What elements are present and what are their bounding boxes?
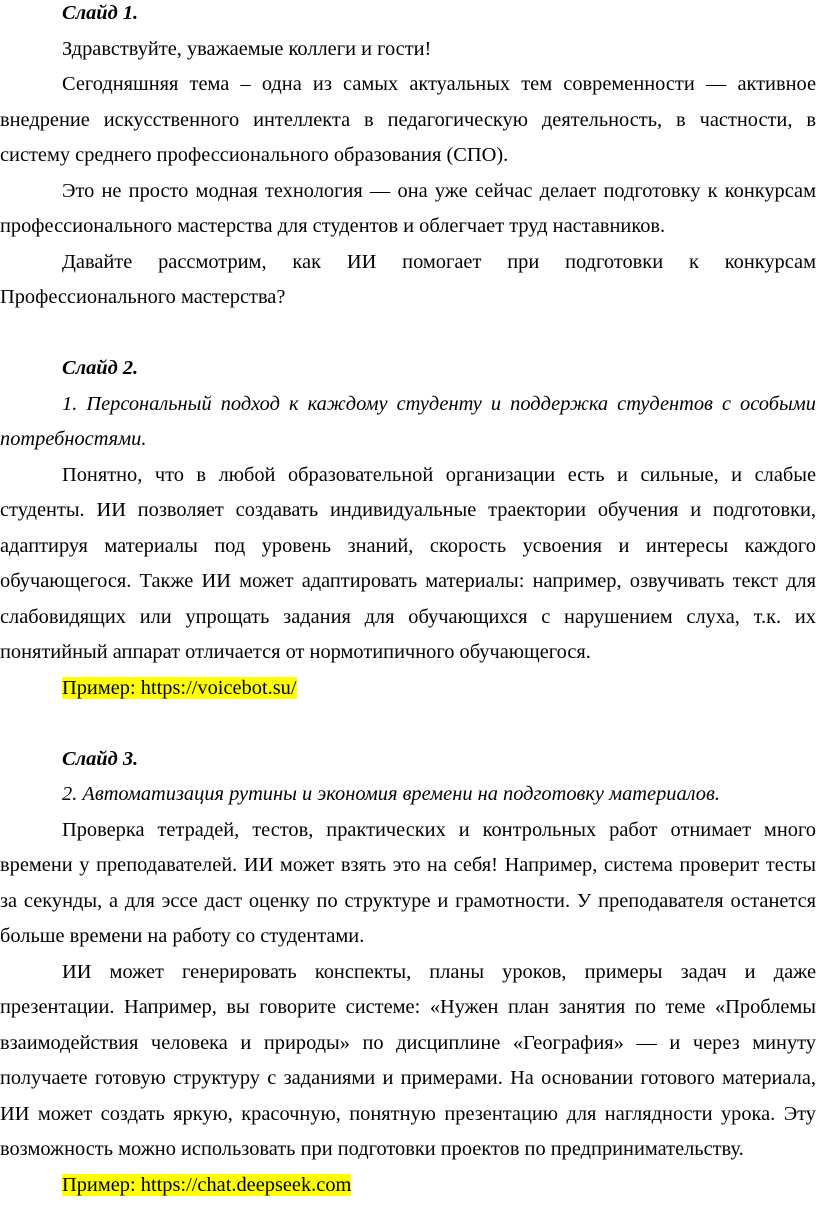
slide2-paragraph-1: Понятно, что в любой образовательной организации есть и сильные, и слабые студенты. ИИ позволяет создавать индивидуальные траектории обучения и подготовки, адаптируя материалы под уровень знаний, скорость усвоения и интересы каждого обучающегося. Также ИИ может адаптировать материалы: например, озвучивать текст для слабовидящих или упрощать задания для обучающихся с нарушением слуха, т.к. их понятийный аппарат отличается от нормотипичного обучающегося. [0, 463, 816, 663]
slide2-example [0, 671, 816, 707]
spacer [0, 316, 816, 352]
slide1-paragraph-2: Это не просто модная технология — она уже сейчас делает подготовку к конкурсам профессионального мастерства для студентов и облегчает труд наставников. [0, 179, 816, 237]
slide1-paragraph-1: Сегодняшняя тема – одна из самых актуальных тем современности — активное внедрение искусственного интеллекта в педагогическую деятельность, в частности, в систему среднего профессионального образования (СПО). [0, 73, 816, 166]
slide3-title: Слайд 3. [62, 747, 139, 770]
slide3-subtitle: 2. Автоматизация рутины и экономия времени на подготовку материалов. [62, 783, 720, 805]
slide3-paragraph-2: ИИ может генерировать конспекты, планы уроков, примеры задач и даже презентации. Например, вы говорите системе: «Нужен план занятия по теме «Проблемы взаимодействия человека и природы» по дисциплине «География» — и через минуту получаете готовую структуру с заданиями и примерами. На основании готового материала, ИИ может создать яркую, красочную, понятную презентацию для наглядности урока. Эту возможность можно использовать при подготовки проектов по предпринимательству. [0, 960, 816, 1160]
slide2-example-link[interactable]: Пример: https://voicebot.su/ [62, 676, 297, 699]
slide2-title: Слайд 2. [62, 357, 139, 379]
slide2-subtitle: 1. Персональный подход к каждому студенту и поддержка студентов с особыми потребностями. [0, 392, 816, 450]
slide3-paragraph-1: Проверка тетрадей, тестов, практических и контрольных работ отнимает много времени у преподавателей. ИИ может взять это на себя! Например, система проверит тесты за секунды, а для эссе даст оценку по структуре и грамотности. У преподавателя останется больше времени на работу со студентами. [0, 818, 816, 947]
slide3-example-link[interactable]: Пример: https://chat.deepseek.com [62, 1173, 352, 1196]
slide1-paragraph-3: Давайте рассмотрим, как ИИ помогает при подготовки к конкурсам Профессионального мастерства? [0, 250, 816, 308]
slide3-example [0, 1168, 816, 1204]
spacer [0, 706, 816, 742]
slide1-title: Слайд 1. [62, 2, 139, 24]
slide1-greeting: Здравствуйте, уважаемые коллеги и гости! [62, 37, 432, 60]
